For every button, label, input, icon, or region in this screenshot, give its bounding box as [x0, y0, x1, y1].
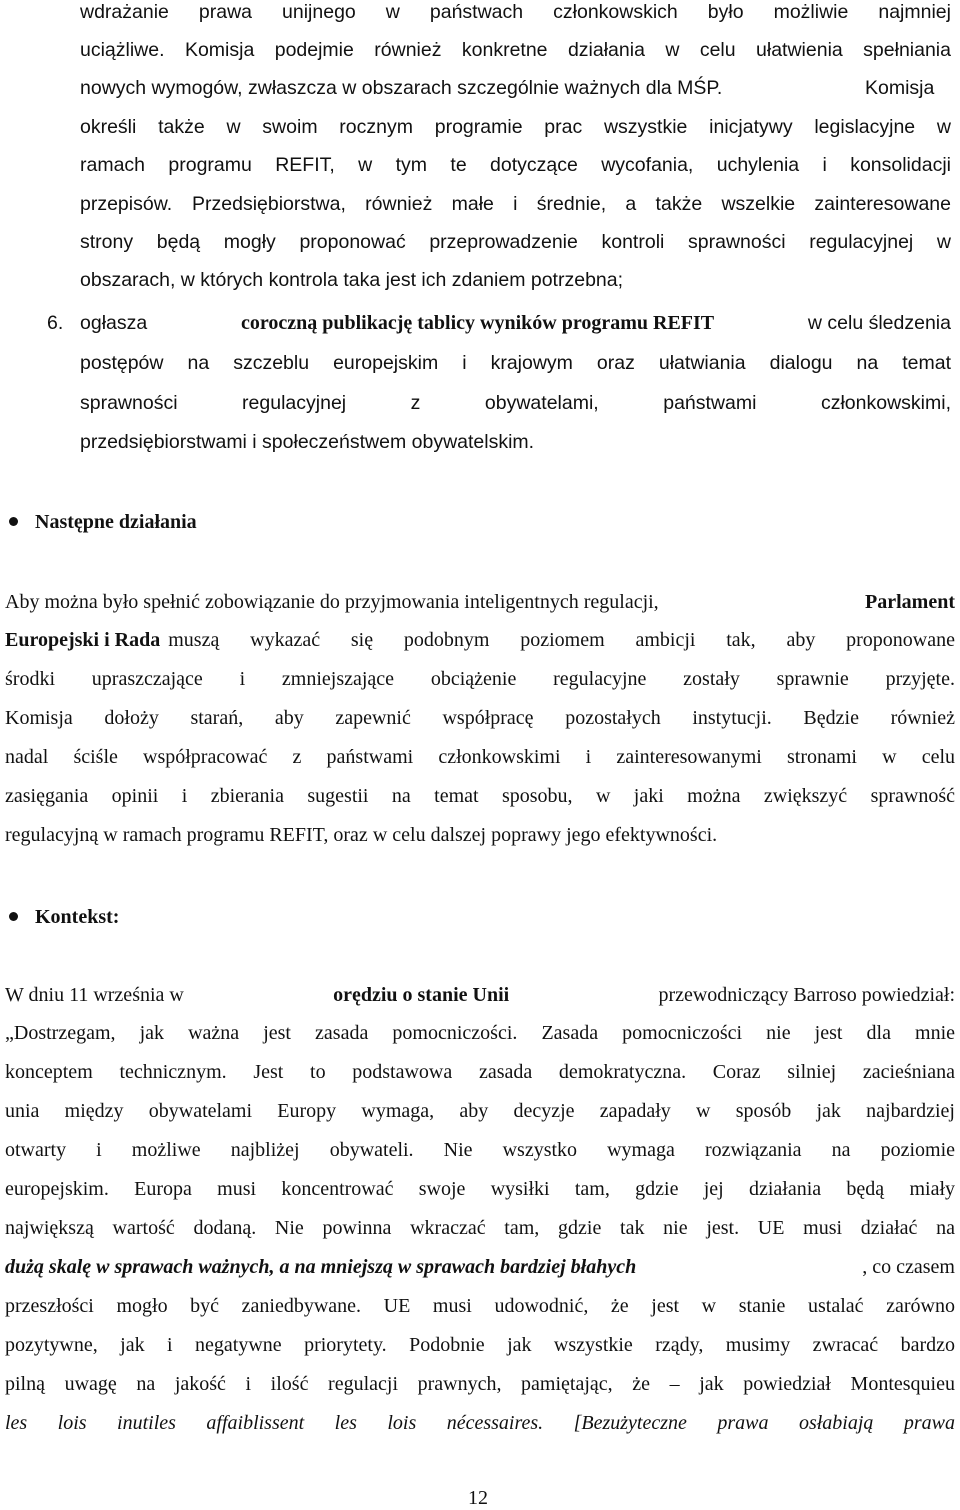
sentence: przewodniczący Barroso powiedział: [658, 984, 955, 1006]
page-number: 12 [468, 1487, 488, 1509]
paragraph-line: postępów na szczeblu europejskim i krajowym oraz ułatwiania dialogu na temat [80, 352, 951, 374]
paragraph-line: europejskim. Europa musi koncentrować swoje wysiłki tam, gdzie jej działania będą miały [5, 1178, 955, 1200]
paragraph-line: ramach programu REFIT, w tym te dotyczące wycofania, uchylenia i konsolidacji [80, 154, 951, 176]
paragraph-line: pozytywne, jak i negatywne priorytety. Podobnie jak wszystkie rządy, musimy zwracać bardzo [5, 1334, 955, 1356]
paragraph-line: regulacyjną w ramach programu REFIT, oraz w celu dalszej poprawy jego efektywności. [5, 824, 718, 846]
sentence: Przedsiębiorstwa, również małe i średnie, a także wszelkie zainteresowane [192, 193, 951, 215]
section-heading: Następne działania [35, 511, 197, 533]
sentence: przepisów. [80, 193, 173, 215]
paragraph-line: unia między obywatelami Europy wymaga, aby decyzje zapadały w sposób jak najbardziej [5, 1100, 955, 1122]
paragraph-line: konceptem technicznym. Jest to podstawowa zasada demokratyczna. Coraz silniej zacieśniana [5, 1061, 955, 1083]
bullet-icon [9, 912, 18, 921]
paragraph-line: nadal ściśle współpracować z państwami członkowskimi i zainteresowanymi stronami w celu [5, 746, 955, 768]
paragraph-line: sprawności regulacyjnej z obywatelami, państwami członkowskimi, [80, 392, 951, 414]
bold-phrase: orędziu o stanie Unii [333, 984, 510, 1006]
paragraph-line [5, 590, 955, 614]
paragraph-line: obszarach, w których kontrola taka jest ich zdaniem potrzebna; [80, 269, 624, 291]
paragraph-line: otwarty i możliwe najbliżej obywateli. Nie wszystko wymaga rozwiązania na poziomie [5, 1139, 955, 1161]
paragraph-line [5, 628, 955, 652]
sentence: muszą wykazać się podobnym poziomem ambicji tak, aby proponowane [168, 629, 955, 651]
paragraph-line [80, 192, 951, 216]
paragraph-line: przeszłości mogło być zaniedbywane. UE musi udowodnić, że jest w stanie ustalać zarówno [5, 1295, 955, 1317]
sentence: w celu śledzenia [807, 312, 951, 334]
paragraph-line: największą wartość dodaną. Nie powinna wkraczać tam, gdzie tak nie jest. UE musi działać na [5, 1217, 955, 1239]
section-heading: Kontekst: [35, 906, 120, 928]
sentence: Komisja [865, 77, 935, 99]
paragraph-line [5, 1255, 955, 1279]
bold-phrase: coroczną publikację tablicy wyników programu REFIT [240, 312, 715, 334]
paragraph-line: les lois inutiles affaiblissent les lois nécessaires. [Bezużyteczne prawa osłabiają prawa [5, 1412, 955, 1434]
bold-phrase: Parlament [865, 591, 955, 613]
paragraph-line: Komisja dołoży starań, aby zapewnić współpracę pozostałych instytucji. Będzie również [5, 707, 955, 729]
sentence: , co czasem [862, 1256, 955, 1278]
paragraph-line: określi także w swoim rocznym programie prac wszystkie inicjatywy legislacyjne w [80, 116, 951, 138]
sentence: Aby można było spełnić zobowiązanie do przyjmowania inteligentnych regulacji, [5, 591, 659, 613]
paragraph-line [5, 983, 955, 1007]
paragraph-line [80, 311, 951, 335]
paragraph-line: wdrażanie prawa unijnego w państwach członkowskich było możliwie najmniej [80, 1, 951, 23]
paragraph-line: zasięgania opinii i zbierania sugestii na temat sposobu, w jaki można zwiększyć sprawność [5, 785, 955, 807]
paragraph-line: środki upraszczające i zmniejszające obciążenie regulacyjne zostały sprawnie przyjęte. [5, 668, 955, 690]
list-number: 6. [47, 312, 64, 334]
paragraph-line: przedsiębiorstwami i społeczeństwem obywatelskim. [80, 431, 535, 453]
paragraph-line: strony będą mogły proponować przeprowadzenie kontroli sprawności regulacyjnej w [80, 231, 951, 253]
bullet-icon [9, 517, 18, 526]
paragraph-line: „Dostrzegam, jak ważna jest zasada pomocniczości. Zasada pomocniczości nie jest dla mnie [5, 1022, 955, 1044]
bold-italic-phrase: dużą skalę w sprawach ważnych, a na mniejszą w sprawach bardziej błahych [5, 1256, 637, 1278]
sentence: W dniu 11 września w [5, 984, 184, 1006]
paragraph-line: uciążliwe. Komisja podejmie również konkretne działania w celu ułatwienia spełniania [80, 39, 951, 61]
sentence: ogłasza [80, 312, 148, 334]
paragraph-line [80, 76, 935, 100]
bold-phrase: Europejski i Rada [5, 629, 161, 651]
sentence: nowych wymogów, zwłaszcza w obszarach szczególnie ważnych dla MŚP. [80, 77, 723, 99]
paragraph-line: pilną uwagę na jakość i ilość regulacji prawnych, pamiętając, że – jak powiedział Montesquieu [5, 1373, 955, 1395]
